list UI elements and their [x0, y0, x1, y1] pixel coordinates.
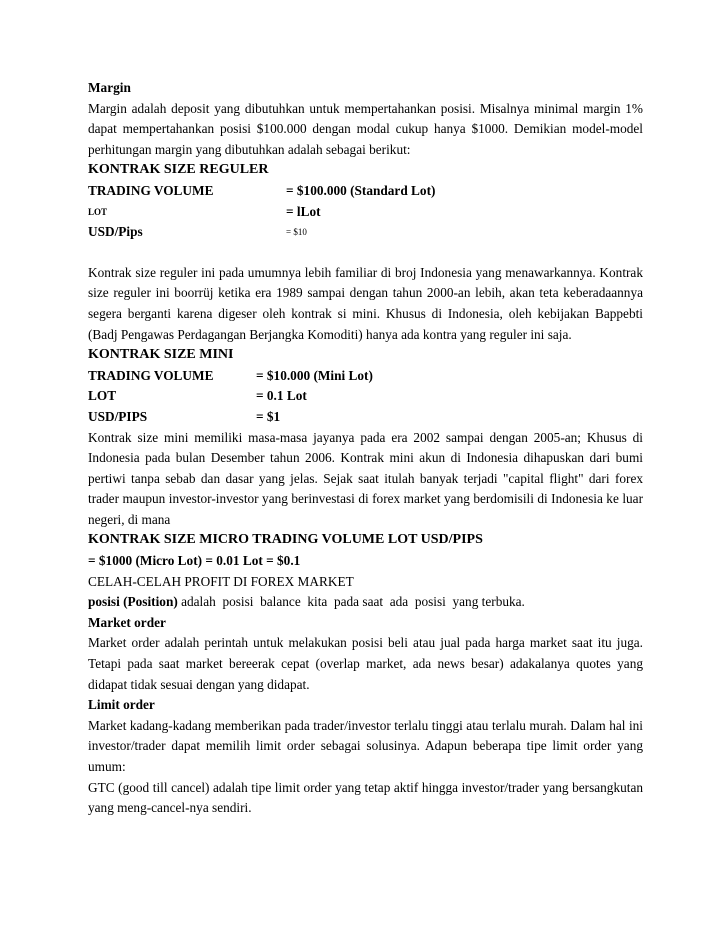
reguler-volume-value: = $100.000 (Standard Lot): [286, 182, 436, 198]
posisi-text: adalah posisi balance kita pada saat ada posisi yang terbuka.: [177, 594, 525, 610]
reguler-row-lot: [88, 202, 643, 223]
margin-heading: Margin: [88, 80, 131, 95]
posisi-term: posisi (Position): [88, 594, 178, 610]
celah-heading: CELAH-CELAH PROFIT DI FOREX MARKET: [88, 573, 354, 589]
reguler-paragraph: Kontrak size reguler ini pada umumnya lebih familiar di broj Indonesia yang menawarkannya. Kontrak size reguler ini boorrüj ketika era 1989 sampai dengan tahun 2000-an lebih, akan teta keberadaannya segera berganti karena digeser oleh kontrak si mini. Khusus di Indonesia, oleh kebijakan Bappebti (Badj Pengawas Perdagangan Berjangka Komoditi) hanya ada kontra yang reguler ini saja.: [88, 264, 643, 342]
posisi-line: [88, 592, 643, 613]
reguler-heading: KONTRAK SIZE REGULER: [88, 162, 269, 178]
reguler-pips-label: USD/Pips: [88, 224, 143, 240]
market-order-paragraph: Market order adalah perintah untuk melakukan posisi beli atau jual pada harga market saat itu juga. Tetapi pada saat market bereerak cepat (overlap market, ada news besar) adakalanya quotes yang didapat tidak sesuai dengan yang didapat.: [88, 635, 643, 692]
mini-lot-value: = 0.1 Lot: [256, 388, 307, 404]
mini-row-lot: [88, 386, 643, 407]
limit-order-paragraph: Market kadang-kadang memberikan pada trader/investor terlalu tinggi atau terlalu murah. Dalam hal ini investor/trader dapat memilih limit order sebagai solusinya. Adapun beberapa tipe limit order yang umum:: [88, 717, 643, 774]
mini-volume-value: = $10.000 (Mini Lot): [256, 367, 373, 383]
reguler-row-volume: [88, 181, 643, 202]
mini-lot-label: LOT: [88, 388, 117, 404]
spacer: [88, 243, 643, 263]
reguler-lot-value: = lLot: [286, 203, 321, 219]
micro-line: = $1000 (Micro Lot) = 0.01 Lot = $0.1: [88, 553, 301, 569]
margin-paragraph: Margin adalah deposit yang dibutuhkan untuk mempertahankan posisi. Misalnya minimal margin 1% dapat mempertahankan posisi $100.000 dengan modal cukup hanya $1000. Demikian model-model perhitungan margin yang dibutuhkan adalah sebagai berikut:: [88, 100, 643, 157]
reguler-table: [88, 181, 643, 243]
market-order-heading: Market order: [88, 614, 166, 630]
reguler-lot-label: LOT: [88, 206, 108, 217]
reguler-volume-label: TRADING VOLUME: [88, 182, 214, 198]
reguler-pips-value: = $10: [286, 227, 307, 238]
mini-row-volume: [88, 366, 643, 387]
micro-heading: KONTRAK SIZE MICRO TRADING VOLUME LOT USD/PIPS: [88, 532, 483, 548]
mini-heading: KONTRAK SIZE MINI: [88, 347, 234, 363]
limit-order-heading: Limit order: [88, 697, 155, 713]
document-page: [88, 78, 643, 819]
gtc-paragraph: GTC (good till cancel) adalah tipe limit order yang tetap aktif hingga investor/trader yang bersangkutan yang meng-cancel-nya sendiri.: [88, 779, 643, 816]
mini-pips-label: USD/PIPS: [88, 408, 148, 424]
mini-paragraph: Kontrak size mini memiliki masa-masa jayanya pada era 2002 sampai dengan 2005-an; Khusus di Indonesia pada bulan Desember tahun 2006. Kontrak mini akun di Indonesia dihapuskan dari bumi pertiwi tanpa sebab dan dasar yang jelas. Sejak saat itulah banyak terjadi "capital flight" dari forex trader maupun investor-investor yang berinvestasi di forex market yang berdomisili di Indonesia ke luar negeri, di mana: [88, 429, 643, 527]
mini-volume-label: TRADING VOLUME: [88, 367, 214, 383]
mini-row-pips: [88, 407, 643, 428]
mini-pips-value: = $1: [256, 408, 281, 424]
reguler-row-pips: [88, 222, 643, 243]
mini-table: [88, 366, 643, 428]
